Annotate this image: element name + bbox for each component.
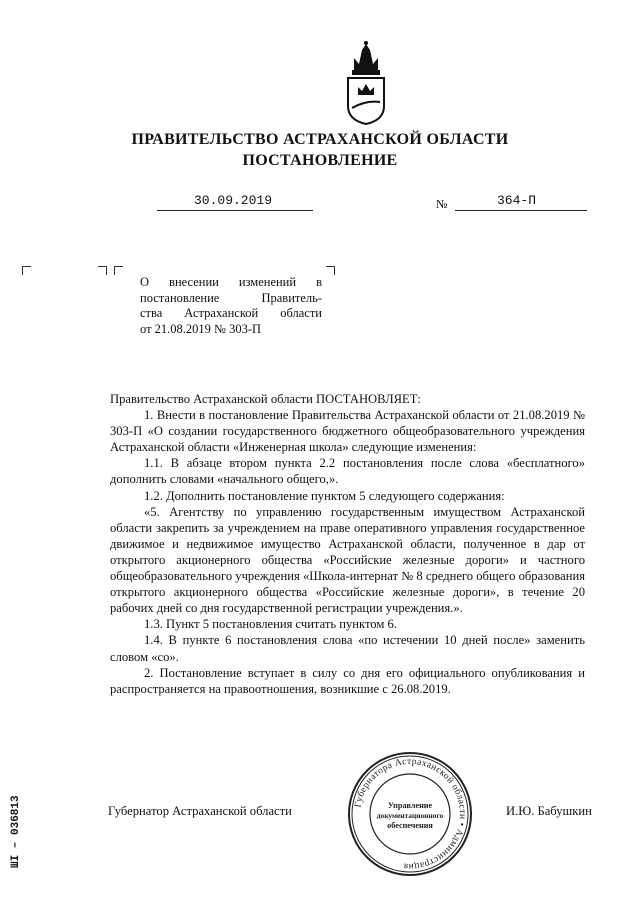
body-paragraph: 1.4. В пункте 6 постановления слова «по истечении 10 дней после» заменить словом «со». bbox=[110, 633, 585, 664]
subject-block bbox=[140, 275, 322, 337]
form-serial-number bbox=[3, 760, 23, 870]
date-underline bbox=[157, 210, 313, 211]
coat-of-arms-emblem bbox=[340, 40, 392, 126]
corner-bracket bbox=[98, 266, 107, 275]
corner-bracket bbox=[22, 266, 31, 275]
number-underline bbox=[455, 210, 587, 211]
body-paragraph: 1. Внести в постановление Правительства Астраханской области от 21.08.2019 № 303-П «О создании государственного бюджетного общеобразовательного учреждения Астраханской области «Инженерная школа» следующие изменения: bbox=[110, 408, 585, 455]
serial-text: ШI – 036813 bbox=[10, 795, 22, 868]
corner-bracket bbox=[114, 266, 123, 275]
stamp-center-line: документационного bbox=[376, 811, 444, 820]
number-label: № bbox=[436, 197, 448, 211]
official-stamp bbox=[346, 750, 474, 878]
government-title: ПРАВИТЕЛЬСТВО АСТРАХАНСКОЙ ОБЛАСТИ bbox=[131, 131, 509, 148]
subject-line: О внесении изменений в bbox=[140, 275, 322, 289]
body-paragraph: 1.1. В абзаце втором пункта 2.2 постановления после слова «бесплатного» дополнить словами «начального общего,». bbox=[110, 456, 585, 487]
stamp-center-line: Управление bbox=[387, 801, 433, 810]
resolution-body bbox=[110, 391, 585, 697]
document-number: 364-П bbox=[497, 193, 537, 208]
body-paragraph: «5. Агентству по управлению государственным имуществом Астраханской области закрепить за учреждением на праве оперативного управления государственное движимое и недвижимое имущество Астраханской области, полученное в дар от открытого акционерного общества «Российские железные дороги» и частного общеобразовательного учреждения «Школа-интернат № 8 среднего общего образования открытого акционерного общества «Российские железные дороги», в течение 20 рабочих дней со дня государственной регистрации учреждения.». bbox=[110, 504, 585, 616]
stamp-ring-text: Губернатора Астраханской области • Администрация bbox=[353, 756, 468, 872]
stamp-center-line: обеспечения bbox=[387, 821, 433, 830]
body-paragraph: 1.2. Дополнить постановление пунктом 5 следующего содержания: bbox=[144, 488, 505, 503]
body-paragraph: 1.3. Пункт 5 постановления считать пунктом 6. bbox=[144, 617, 397, 632]
body-intro: Правительство Астраханской области ПОСТАНОВЛЯЕТ: bbox=[110, 392, 421, 406]
signatory-title: Губернатор Астраханской области bbox=[108, 804, 292, 818]
signatory-name: И.Ю. Бабушкин bbox=[506, 804, 592, 818]
corner-bracket bbox=[326, 266, 335, 275]
document-type-title: ПОСТАНОВЛЕНИЕ bbox=[242, 152, 398, 169]
subject-line: ства Астраханской области bbox=[140, 306, 322, 320]
subject-line: от 21.08.2019 № 303-П bbox=[140, 321, 262, 336]
document-date: 30.09.2019 bbox=[194, 193, 273, 208]
subject-line: постановление Правитель- bbox=[140, 290, 322, 305]
body-paragraph: 2. Постановление вступает в силу со дня его официального опубликования и распространяется на правоотношения, возникшие с 26.08.2019. bbox=[110, 665, 585, 696]
